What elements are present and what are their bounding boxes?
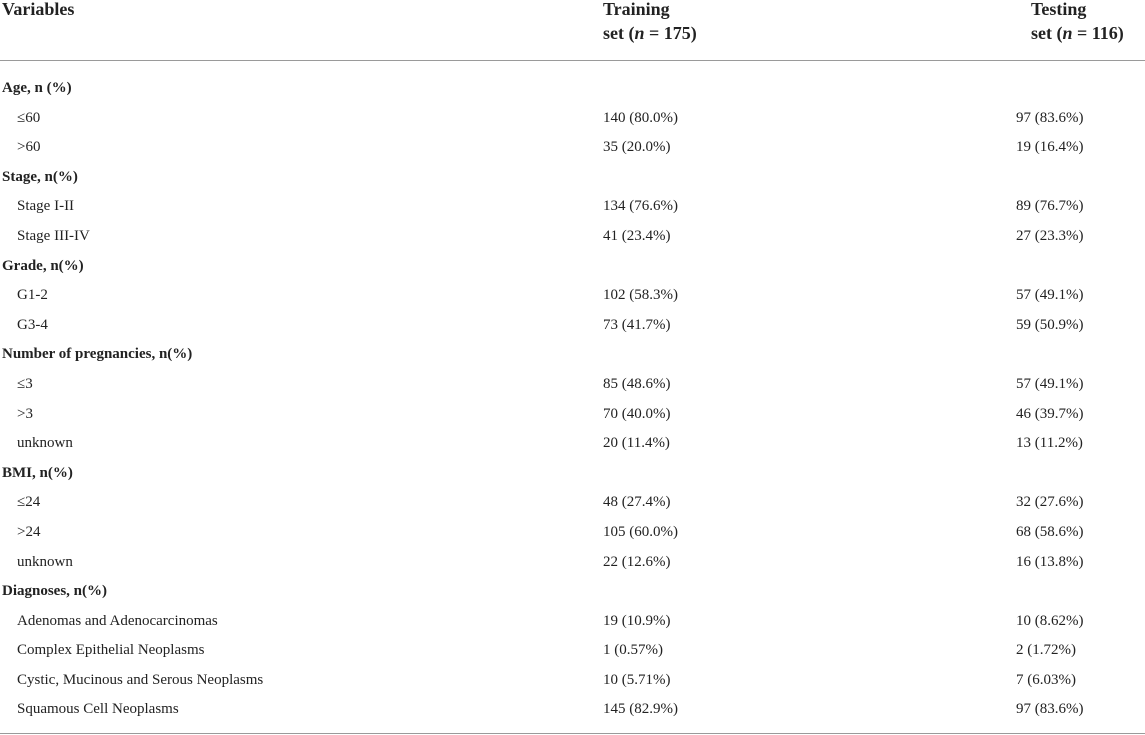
row-label: Age, n (%) (2, 80, 72, 96)
table-row (0, 222, 1145, 252)
row-training-value: 102 (58.3%) (603, 287, 678, 304)
row-training-value: 85 (48.6%) (603, 375, 671, 392)
table-row (0, 607, 1145, 637)
row-label: G3-4 (17, 316, 48, 333)
table-row (0, 400, 1145, 430)
row-label: >3 (17, 405, 33, 422)
header-testing-set (1031, 0, 1124, 45)
row-label: ≤3 (17, 375, 33, 392)
header-variables-label: Variables (2, 0, 75, 19)
table-row (0, 311, 1145, 341)
table-group-row (0, 577, 1145, 607)
header-training-suffix: = 175) (644, 23, 697, 43)
row-label: Complex Epithelial Neoplasms (17, 642, 205, 659)
table-group-row (0, 74, 1145, 104)
row-testing-value: 13 (11.2%) (1016, 435, 1083, 452)
header-testing-n: n (1062, 23, 1073, 43)
row-testing-value: 68 (58.6%) (1016, 523, 1084, 540)
table-row (0, 695, 1145, 725)
row-label: Stage I-II (17, 198, 75, 215)
table-row (0, 488, 1145, 518)
row-testing-value: 89 (76.7%) (1016, 198, 1084, 215)
row-training-value: 48 (27.4%) (603, 494, 671, 511)
header-testing-line2 (1031, 21, 1124, 45)
row-training-value: 105 (60.0%) (603, 523, 678, 540)
row-label: unknown (17, 553, 73, 570)
row-label: G1-2 (17, 287, 48, 304)
row-label: Grade, n(%) (2, 257, 84, 274)
header-testing-suffix: = 116) (1072, 23, 1124, 43)
row-training-value: 134 (76.6%) (603, 198, 678, 215)
row-testing-value: 7 (6.03%) (1016, 671, 1076, 688)
row-testing-value: 27 (23.3%) (1016, 227, 1084, 244)
row-testing-value: 97 (83.6%) (1016, 701, 1084, 718)
header-testing-prefix: set ( (1031, 23, 1063, 43)
row-training-value: 145 (82.9%) (603, 701, 678, 718)
table-header (0, 0, 1145, 61)
table-row (0, 133, 1145, 163)
row-testing-value: 59 (50.9%) (1016, 316, 1084, 333)
row-label: >60 (17, 139, 41, 156)
row-testing-value: 57 (49.1%) (1016, 287, 1084, 304)
row-label: Stage, n(%) (2, 168, 78, 185)
row-training-value: 70 (40.0%) (603, 405, 671, 422)
row-testing-value: 46 (39.7%) (1016, 405, 1084, 422)
table-row (0, 548, 1145, 578)
row-label: Number of pregnancies, n(%) (2, 346, 193, 363)
row-label: ≤24 (17, 494, 41, 511)
row-testing-value: 57 (49.1%) (1016, 375, 1084, 392)
row-label: >24 (17, 523, 41, 540)
table-row (0, 104, 1145, 134)
table-group-row (0, 459, 1145, 489)
row-label: Cystic, Mucinous and Serous Neoplasms (17, 671, 264, 688)
row-training-value: 19 (10.9%) (603, 612, 671, 629)
row-training-value: 73 (41.7%) (603, 316, 671, 333)
row-training-value: 35 (20.0%) (603, 139, 671, 156)
header-training-set (603, 0, 697, 45)
table-row (0, 518, 1145, 548)
table-row (0, 370, 1145, 400)
header-testing-line1: Testing (1031, 0, 1087, 19)
header-spacer (0, 61, 1145, 74)
header-training-prefix: set ( (603, 23, 635, 43)
row-label: Adenomas and Adenocarcinomas (17, 612, 218, 629)
table-row (0, 666, 1145, 696)
header-variables (2, 0, 74, 21)
header-training-n: n (634, 23, 645, 43)
table-body (0, 74, 1145, 725)
row-testing-value: 10 (8.62%) (1016, 612, 1084, 629)
row-training-value: 41 (23.4%) (603, 227, 671, 244)
row-testing-value: 19 (16.4%) (1016, 139, 1084, 156)
table-row (0, 636, 1145, 666)
row-label: unknown (17, 435, 73, 452)
row-label: Squamous Cell Neoplasms (17, 701, 179, 718)
row-training-value: 20 (11.4%) (603, 435, 670, 452)
row-testing-value: 2 (1.72%) (1016, 642, 1076, 659)
table-bottom-rule (0, 733, 1145, 734)
row-training-value: 140 (80.0%) (603, 109, 678, 126)
table-row (0, 281, 1145, 311)
row-label: BMI, n(%) (2, 464, 73, 481)
table-row (0, 429, 1145, 459)
row-label: Stage III-IV (17, 227, 90, 244)
row-testing-value: 32 (27.6%) (1016, 494, 1084, 511)
table-row (0, 192, 1145, 222)
row-training-value: 1 (0.57%) (603, 642, 663, 659)
row-label: Diagnoses, n(%) (2, 583, 108, 600)
row-testing-value: 97 (83.6%) (1016, 109, 1084, 126)
row-label: ≤60 (17, 109, 41, 126)
table-group-row (0, 340, 1145, 370)
row-training-value: 22 (12.6%) (603, 553, 671, 570)
row-training-value: 10 (5.71%) (603, 671, 671, 688)
table-group-row (0, 163, 1145, 193)
header-training-line2 (603, 21, 697, 45)
table-group-row (0, 252, 1145, 282)
row-testing-value: 16 (13.8%) (1016, 553, 1084, 570)
header-training-line1: Training (603, 0, 670, 19)
